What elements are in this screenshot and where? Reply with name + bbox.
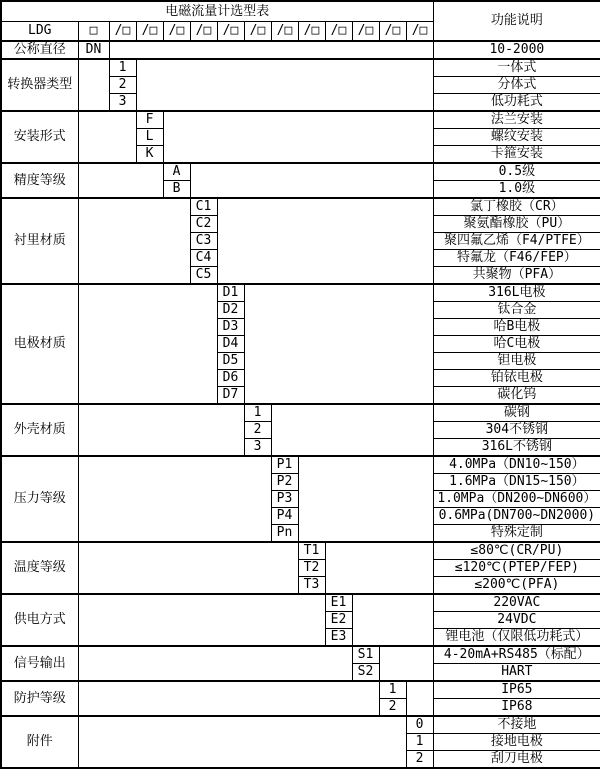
empty-cell: [109, 41, 433, 59]
option-desc: 1.0级: [433, 181, 600, 199]
empty-cell: [78, 198, 190, 284]
category-label: 精度等级: [1, 163, 78, 198]
empty-cell: [325, 542, 433, 594]
empty-cell: [136, 59, 433, 111]
empty-cell: [78, 59, 109, 111]
option-desc: 接地电极: [433, 734, 600, 751]
option-desc: 氯丁橡胶（CR）: [433, 198, 600, 216]
option-desc: 分体式: [433, 77, 600, 94]
empty-cell: [78, 404, 244, 456]
option-desc: 铂铱电极: [433, 370, 600, 387]
option-desc: 锂电池（仅限低功耗式）: [433, 629, 600, 647]
option-code: 1: [406, 734, 433, 751]
model-slot: /□: [271, 22, 298, 42]
empty-cell: [163, 111, 433, 163]
option-desc: IP68: [433, 699, 600, 717]
option-desc: 特氟龙（F46/FEP）: [433, 250, 600, 267]
option-code: 2: [379, 699, 406, 717]
option-desc: 共聚物（PFA）: [433, 267, 600, 285]
empty-cell: [78, 646, 352, 681]
table-title: 电磁流量计选型表: [1, 1, 433, 22]
category-label: 电极材质: [1, 284, 78, 404]
option-code: S2: [352, 664, 379, 682]
option-code: 2: [406, 751, 433, 769]
option-code: B: [163, 181, 190, 199]
option-code: D1: [217, 284, 244, 302]
empty-cell: [271, 404, 433, 456]
category-label: 安装形式: [1, 111, 78, 163]
option-desc: 304不锈钢: [433, 422, 600, 439]
category-label: 信号输出: [1, 646, 78, 681]
option-desc: 聚氨酯橡胶（PU）: [433, 216, 600, 233]
option-desc: 法兰安装: [433, 111, 600, 129]
option-code: 3: [244, 439, 271, 457]
empty-cell: [78, 163, 163, 198]
option-desc: 钛合金: [433, 302, 600, 319]
option-desc: 钽电极: [433, 353, 600, 370]
category-label: 衬里材质: [1, 198, 78, 284]
empty-cell: [379, 646, 433, 681]
category-label: 温度等级: [1, 542, 78, 594]
option-code: E3: [325, 629, 352, 647]
option-code: D4: [217, 336, 244, 353]
category-label: 防护等级: [1, 681, 78, 716]
option-desc: HART: [433, 664, 600, 682]
category-label: 供电方式: [1, 594, 78, 646]
model-slot: /□: [190, 22, 217, 42]
category-label: 压力等级: [1, 456, 78, 542]
category-label: 附件: [1, 716, 78, 768]
option-desc: 316L不锈钢: [433, 439, 600, 457]
option-code: T2: [298, 560, 325, 577]
option-code: C1: [190, 198, 217, 216]
option-desc: 4-20mA+RS485（标配）: [433, 646, 600, 664]
option-code: E1: [325, 594, 352, 612]
model-slot: /□: [136, 22, 163, 42]
model-slot: /□: [406, 22, 433, 42]
option-desc: 刮刀电极: [433, 751, 600, 769]
model-code-box: □: [78, 22, 109, 42]
option-code: A: [163, 163, 190, 181]
option-code: D3: [217, 319, 244, 336]
model-prefix: LDG: [1, 22, 78, 42]
category-label: 外壳材质: [1, 404, 78, 456]
empty-cell: [217, 198, 433, 284]
option-desc: ≤200℃(PFA): [433, 577, 600, 595]
empty-cell: [78, 681, 379, 716]
option-code: D6: [217, 370, 244, 387]
model-slot: /□: [109, 22, 136, 42]
option-desc: 0.6MPa(DN700~DN2000): [433, 508, 600, 525]
option-code: 2: [109, 77, 136, 94]
option-desc: 碳化钨: [433, 387, 600, 405]
option-desc: 1.6MPa（DN15~150）: [433, 474, 600, 491]
option-desc: 哈B电极: [433, 319, 600, 336]
model-slot: /□: [217, 22, 244, 42]
option-code: D7: [217, 387, 244, 405]
empty-cell: [190, 163, 433, 198]
empty-cell: [78, 456, 271, 542]
empty-cell: [298, 456, 433, 542]
option-code: 1: [244, 404, 271, 422]
option-code: L: [136, 129, 163, 146]
empty-cell: [244, 284, 433, 404]
option-code: P3: [271, 491, 298, 508]
option-desc: 螺纹安装: [433, 129, 600, 146]
option-desc: 4.0MPa（DN10~150）: [433, 456, 600, 474]
option-code: T3: [298, 577, 325, 595]
option-desc: 1.0MPa（DN200~DN600）: [433, 491, 600, 508]
option-desc: 聚四氟乙烯（F4/PTFE）: [433, 233, 600, 250]
option-desc: ≤80℃(CR/PU): [433, 542, 600, 560]
option-code: 0: [406, 716, 433, 734]
option-code: DN: [78, 41, 109, 59]
option-code: P1: [271, 456, 298, 474]
empty-cell: [78, 284, 217, 404]
option-code: D5: [217, 353, 244, 370]
option-desc: 0.5级: [433, 163, 600, 181]
empty-cell: [406, 681, 433, 716]
option-desc: IP65: [433, 681, 600, 699]
function-column-header: 功能说明: [433, 1, 600, 41]
empty-cell: [78, 111, 136, 163]
model-slot: /□: [379, 22, 406, 42]
empty-cell: [78, 542, 298, 594]
option-desc: 哈C电极: [433, 336, 600, 353]
option-code: C4: [190, 250, 217, 267]
model-slot: /□: [298, 22, 325, 42]
option-code: P2: [271, 474, 298, 491]
option-code: C5: [190, 267, 217, 285]
option-code: Pn: [271, 525, 298, 543]
option-code: D2: [217, 302, 244, 319]
option-desc: 一体式: [433, 59, 600, 77]
option-code: F: [136, 111, 163, 129]
option-desc: 特殊定制: [433, 525, 600, 543]
category-label: 转换器类型: [1, 59, 78, 111]
option-code: 1: [109, 59, 136, 77]
option-desc: 卡箍安装: [433, 146, 600, 164]
option-code: C3: [190, 233, 217, 250]
option-desc: 不接地: [433, 716, 600, 734]
option-desc: 220VAC: [433, 594, 600, 612]
option-code: E2: [325, 612, 352, 629]
option-code: K: [136, 146, 163, 164]
empty-cell: [78, 594, 325, 646]
option-code: C2: [190, 216, 217, 233]
category-label: 公称直径: [1, 41, 78, 59]
option-code: T1: [298, 542, 325, 560]
model-slot: /□: [352, 22, 379, 42]
option-code: P4: [271, 508, 298, 525]
model-slot: /□: [163, 22, 190, 42]
option-desc: 316L电极: [433, 284, 600, 302]
model-slot: /□: [325, 22, 352, 42]
option-desc: 24VDC: [433, 612, 600, 629]
model-slot: /□: [244, 22, 271, 42]
option-code: 2: [244, 422, 271, 439]
option-desc: 10-2000: [433, 41, 600, 59]
option-code: S1: [352, 646, 379, 664]
empty-cell: [352, 594, 433, 646]
option-code: 1: [379, 681, 406, 699]
empty-cell: [78, 716, 406, 768]
option-desc: 低功耗式: [433, 94, 600, 112]
option-desc: 碳钢: [433, 404, 600, 422]
option-desc: ≤120℃(PTEP/FEP): [433, 560, 600, 577]
option-code: 3: [109, 94, 136, 112]
